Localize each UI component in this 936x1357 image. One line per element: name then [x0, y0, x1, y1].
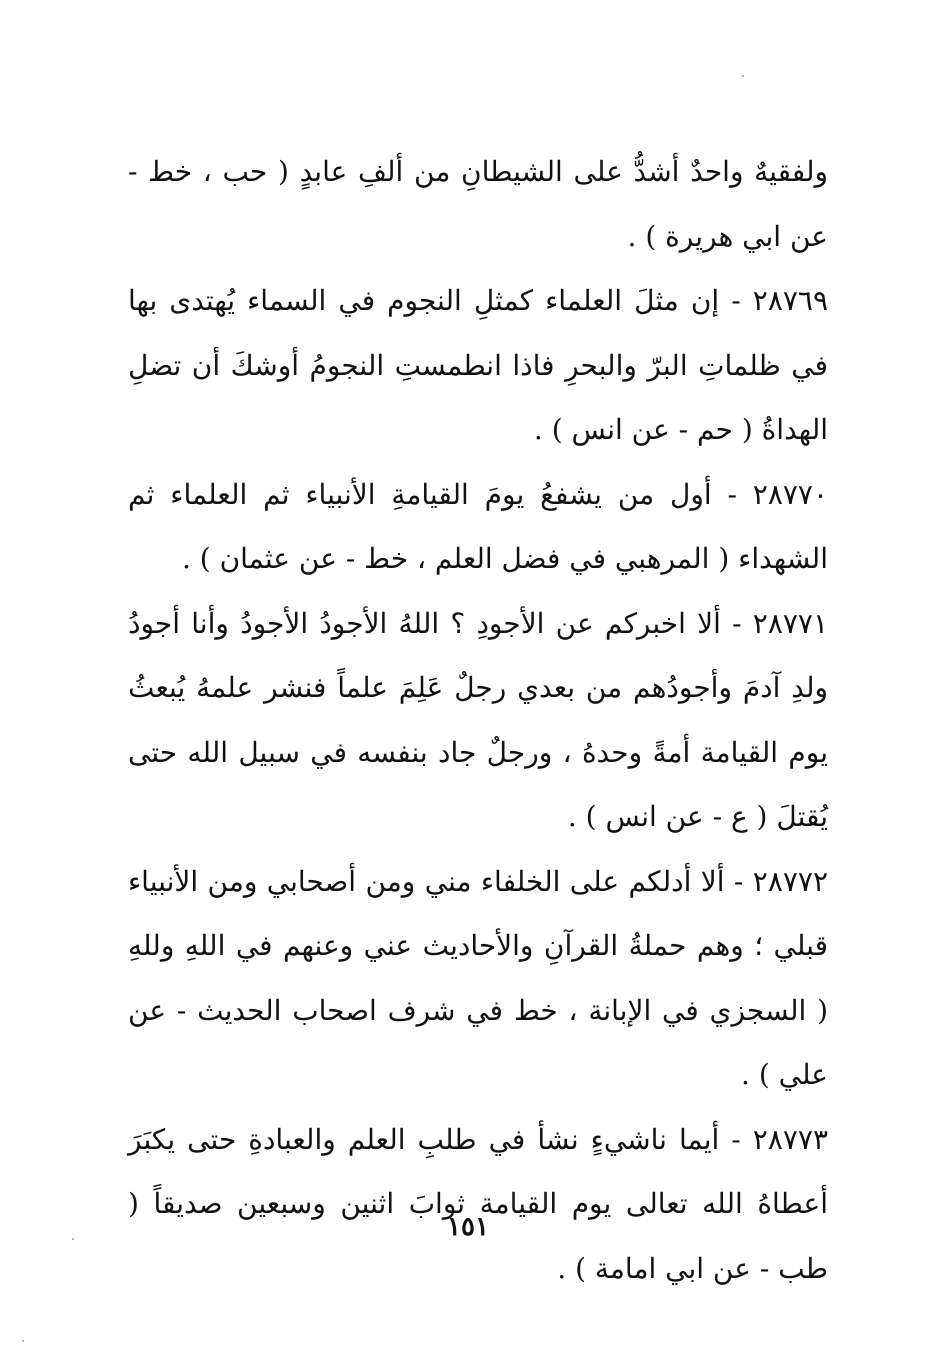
- scan-speck: [742, 75, 744, 77]
- hadith-text: - ألا أدلكم على الخلفاء مني ومن أصحابي ومن الأنبياء قبلي ؛ وهم حملةُ القرآنِ والأحاديث عني وعنهم في اللهِ وللهِ ( السجزي في الإبانة ، خط في شرف اصحاب الحديث - عن علي ) .: [128, 864, 829, 1091]
- hadith-number: ٢٨٧٧١: [752, 606, 828, 640]
- hadith-text: - ألا اخبركم عن الأجودِ ؟ اللهُ الأجودُ الأجودُ وأنا أجودُ ولدِ آدمَ وأجودُهم من بعدي رجلٌ عَلِمَ علماً فنشر علمهُ يُبعثُ يوم القيامة أمةً وحدهُ ، ورجلٌ جاد بنفسه في سبيل الله حتى يُقتلَ ( ع - عن انس ) .: [128, 606, 828, 833]
- hadith-entry-continued: [128, 140, 828, 269]
- hadith-text: - أول من يشفعُ يومَ القيامةِ الأنبياء ثم العلماء ثم الشهداء ( المرهبي في فضل العلم ، خط - عن عثمان ) .: [128, 477, 828, 575]
- hadith-entry-28769: [128, 269, 828, 463]
- hadith-entry-28772: [128, 850, 828, 1108]
- hadith-text: - أيما ناشيءٍ نشأ في طلبِ العلم والعبادةِ حتى يكبَرَ أعطاهُ الله تعالى يوم القيامة ثوابَ اثنين وسبعين صديقاً ( طب - عن ابي امامة ) .: [128, 1122, 828, 1285]
- hadith-number: ٢٨٧٦٩: [752, 284, 828, 317]
- hadith-text: - إن مثلَ العلماء كمثلِ النجوم في السماء يُهتدى بها في ظلماتِ البرّ والبحرِ فاذا انطمستِ النجومُ أوشكَ أن تضلِ الهداةُ ( حم - عن انس ) .: [128, 284, 829, 446]
- hadith-number: ٢٨٧٧٣: [752, 1122, 828, 1156]
- scan-speck: [22, 1340, 24, 1342]
- hadith-text: ولفقيهٌ واحدٌ أشدُّ على الشيطانِ من ألفِ عابدٍ ( حب ، خط - عن ابي هريرة ) .: [128, 155, 828, 253]
- page-number: ١٥١: [447, 1212, 489, 1242]
- hadith-entry-28771: [128, 592, 828, 850]
- scan-speck: [72, 1238, 74, 1240]
- hadith-entry-28770: [128, 463, 828, 592]
- hadith-number: ٢٨٧٧٢: [752, 864, 828, 898]
- hadith-text-block: [128, 140, 828, 1301]
- hadith-entry-28773: [128, 1108, 828, 1302]
- hadith-number: ٢٨٧٧٠: [752, 477, 828, 511]
